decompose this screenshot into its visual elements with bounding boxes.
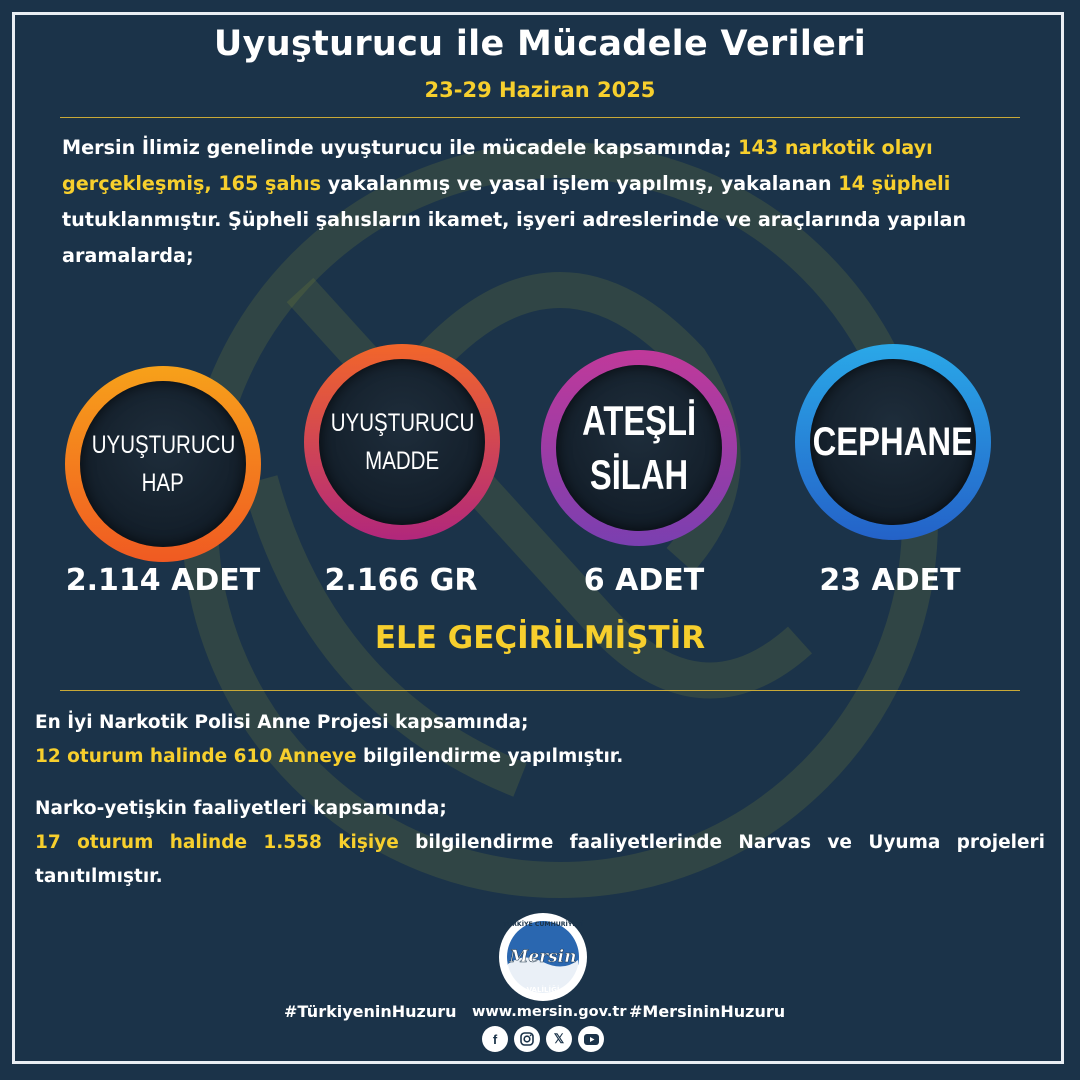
stat-label-line1: ATEŞLİ <box>581 397 697 444</box>
top-divider <box>60 117 1020 118</box>
page-title: Uyuşturucu ile Mücadele Verileri <box>213 24 867 64</box>
stat-label-line1: UYUŞTURUCU <box>91 431 235 459</box>
hashtag-turkiye[interactable]: #TürkiyeninHuzuru <box>284 1002 457 1021</box>
narko-highlight: 17 oturum halinde 1.558 kişiye <box>35 832 399 853</box>
social-links <box>482 1026 604 1052</box>
seized-heading: ELE GEÇİRİLMİŞTİR <box>374 620 706 656</box>
facebook-icon[interactable]: f <box>482 1026 508 1052</box>
instagram-icon[interactable] <box>514 1026 540 1052</box>
stat-amount-firearm: 6 ADET <box>583 563 705 598</box>
youtube-icon[interactable] <box>578 1026 604 1052</box>
project-anne-paragraph: En İyi Narkotik Polisi Anne Projesi kapsamında; 12 oturum halinde 610 Anneye bilgilendirme yapılmıştır. <box>35 712 624 767</box>
logo-name-text: Mersin <box>509 947 577 967</box>
stat-label-line2: HAP <box>141 469 185 497</box>
intro-paragraph: Mersin İlimiz genelinde uyuşturucu ile mücadele kapsamında; 143 narkotik olayı gerçekleşmiş, 165 şahıs yakalanmış ve yasal işlem yapılmış, yakalanan 14 şüpheli tutuklanmıştır. Şüpheli şahısların ikamet, işyeri adreslerinde ve araçlarında yapılan aramalarda; <box>62 136 967 267</box>
logo-top-text: TÜRKİYE CUMHURİYETİ <box>502 921 584 928</box>
stat-circle-substance <box>304 344 500 540</box>
website-link[interactable]: www.mersin.gov.tr <box>472 1004 627 1020</box>
stat-label-line1: CEPHANE <box>812 419 974 464</box>
middle-divider <box>60 690 1020 691</box>
stat-amount-substance: 2.166 GR <box>324 563 478 598</box>
stat-label-line1: UYUŞTURUCU <box>330 409 474 437</box>
stat-circle-ammunition <box>795 344 991 540</box>
incident-count-highlight: 143 narkotik olayı gerçekleşmiş, 165 şahıs <box>62 136 933 195</box>
x-icon[interactable]: 𝕏 <box>546 1026 572 1052</box>
project-narko-paragraph: Narko-yetişkin faaliyetleri kapsamında; 17 oturum halinde 1.558 kişiye bilgilendirme faaliyetlerinde Narvas ve Uyuma projeleri tanıtılmıştır. <box>35 798 1045 887</box>
stat-amount-pill: 2.114 ADET <box>65 563 261 598</box>
logo-bottom-text: VALİLİĞİ <box>526 986 560 994</box>
hashtag-mersin[interactable]: #MersininHuzuru <box>629 1002 786 1021</box>
stat-amount-ammunition: 23 ADET <box>819 563 961 598</box>
stat-label-line2: MADDE <box>364 447 440 475</box>
date-range: 23-29 Haziran 2025 <box>424 78 656 102</box>
stat-circle-firearm <box>541 350 737 546</box>
suspect-count-highlight: 14 şüpheli <box>838 172 951 195</box>
mersin-valiligi-logo <box>498 912 588 1002</box>
anne-highlight: 12 oturum halinde 610 Anneye <box>35 746 357 767</box>
stat-label-line2: SİLAH <box>589 451 689 498</box>
stat-circle-pill <box>65 366 261 562</box>
